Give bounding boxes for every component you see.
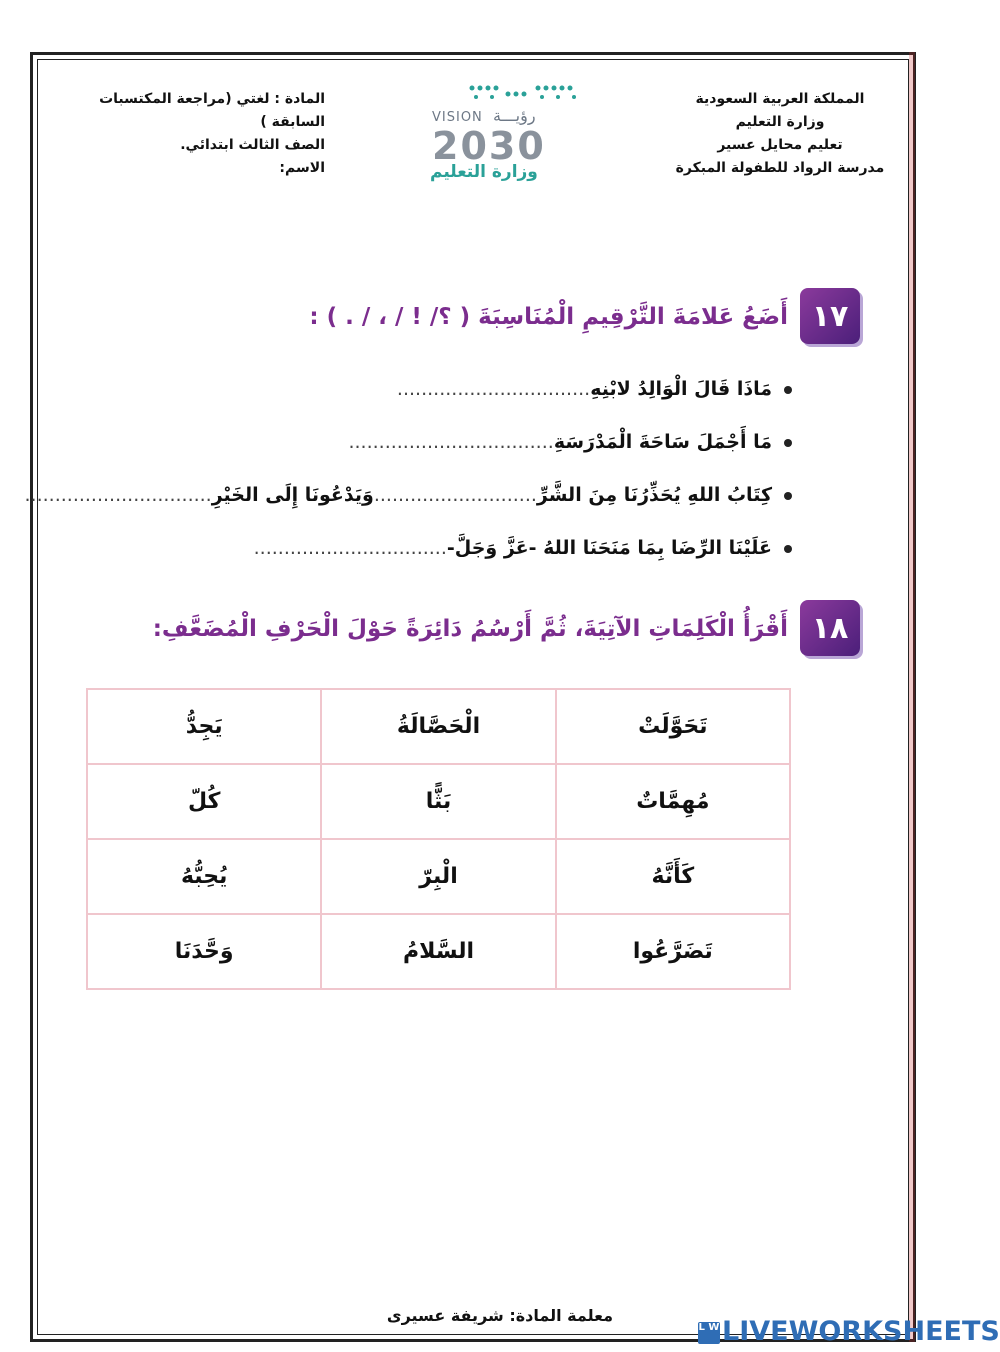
- question-18-title: أَقْرَأُ الْكَلِمَاتِ الآتِيَةَ، ثُمَّ أَرْسُمُ دَائِرَةً حَوْلَ الْحَرْفِ الْمُضَعَّفِ:: [152, 616, 788, 642]
- grade-line: الصف الثالث ابتدائي.: [180, 137, 325, 153]
- word-cell[interactable]: مُهِمَّاتٌ: [556, 764, 790, 839]
- question-17-badge: ١٧: [800, 288, 860, 344]
- teacher-footer: معلمة المادة: شريفة عسيرى: [386, 1306, 614, 1325]
- school-header: [670, 88, 890, 180]
- table-row: [87, 914, 790, 989]
- liveworksheets-watermark: [698, 1316, 1000, 1347]
- header-school: مدرسة الرواد للطفولة المبكرة: [675, 160, 885, 176]
- word-cell[interactable]: تَحَوَّلَتْ: [556, 689, 790, 764]
- table-row: [87, 839, 790, 914]
- vision-2030-logo: [428, 82, 578, 182]
- words-table: [86, 688, 791, 990]
- q17-item-2: [348, 431, 792, 453]
- header-country: المملكة العربية السعودية: [695, 91, 865, 107]
- q17-item-3: [25, 484, 793, 506]
- question-17-title: أَضَعُ عَلامَةَ التَّرْقِيمِ الْمُنَاسِبَةَ ( ؟/ ! / ، / . ) :: [309, 304, 788, 330]
- word-cell[interactable]: يُحِبُّهُ: [87, 839, 321, 914]
- bullet-icon: [784, 439, 792, 447]
- watermark-text: LIVEWORKSHEETS: [722, 1316, 1000, 1347]
- word-cell[interactable]: يَجِدُّ: [87, 689, 321, 764]
- word-cell[interactable]: كُلّ: [87, 764, 321, 839]
- bullet-icon: [784, 492, 792, 500]
- word-cell[interactable]: الْحَصَّالَةُ: [321, 689, 555, 764]
- logo-year: 2030: [432, 124, 546, 168]
- bullet-icon: [784, 545, 792, 553]
- logo-vision-text: VISION: [432, 110, 483, 125]
- word-cell[interactable]: كَأَنَّهُ: [556, 839, 790, 914]
- student-name-label: الاسم:: [279, 160, 325, 176]
- q17-item-1: [397, 378, 792, 400]
- q17-item-3-text2: وَيَدْعُونَا إِلَى الخَيْرِ: [211, 484, 374, 506]
- word-cell[interactable]: بَثًّا: [321, 764, 555, 839]
- table-row: [87, 689, 790, 764]
- page-edge-line: [909, 52, 915, 1342]
- q17-item-4: [254, 537, 792, 559]
- q17-item-4-text: عَلَيْنَا الرِّضَا بِمَا مَنَحَنَا اللهُ -عَزَّ وَجَلَّ-: [446, 537, 772, 559]
- logo-dots-icon: [468, 82, 578, 104]
- subject-line: المادة : لغتي (مراجعة المكتسبات السابقة ): [99, 91, 325, 130]
- subject-header: [80, 88, 325, 180]
- q17-item-3-blank[interactable]: ...........................: [373, 484, 537, 506]
- header-region: تعليم محايل عسير: [717, 137, 843, 153]
- word-cell[interactable]: الْبِرّ: [321, 839, 555, 914]
- q17-item-3-blank2[interactable]: ...............................: [24, 484, 212, 506]
- q17-item-3-text: كِتَابُ اللهِ يُحَذِّرُنَا مِنَ الشَّرِّ: [536, 484, 772, 506]
- q17-item-2-blank[interactable]: ..................................: [348, 431, 554, 453]
- logo-ruya-text: رؤيـــة: [493, 106, 536, 125]
- logo-ministry: وزارة التعليم: [430, 162, 538, 182]
- table-row: [87, 764, 790, 839]
- question-18-badge: ١٨: [800, 600, 860, 656]
- header-ministry: وزارة التعليم: [735, 114, 825, 130]
- q17-item-1-blank[interactable]: ................................: [396, 378, 591, 400]
- bullet-icon: [784, 386, 792, 394]
- word-cell[interactable]: تَضَرَّعُوا: [556, 914, 790, 989]
- q17-item-4-blank[interactable]: ................................: [253, 537, 447, 559]
- q17-item-2-text: مَا أَجْمَلَ سَاحَةَ الْمَدْرَسَةِ: [553, 431, 772, 453]
- q17-item-1-text: مَاذَا قَالَ الْوَالِدُ لابْنِهِ: [590, 378, 772, 400]
- word-cell[interactable]: السَّلامُ: [321, 914, 555, 989]
- word-cell[interactable]: وَحَّدَنَا: [87, 914, 321, 989]
- liveworksheets-logo-icon: L W: [698, 1322, 720, 1344]
